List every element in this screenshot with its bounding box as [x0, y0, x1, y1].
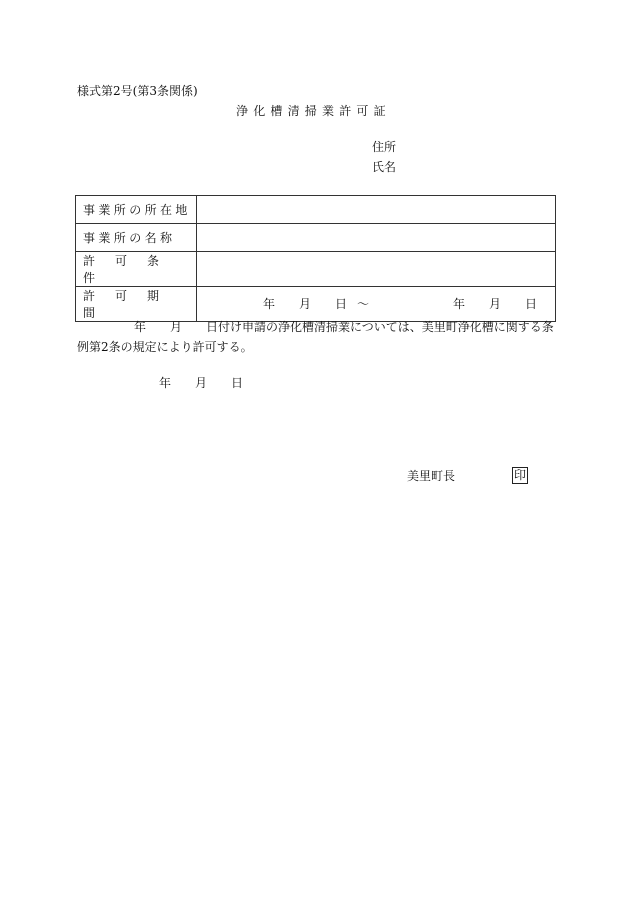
permit-conditions-label: 許可条件 [76, 252, 197, 287]
permit-period-label: 許可期間 [76, 287, 197, 322]
table-row [76, 196, 556, 224]
statement-line-2: 例第2条の規定により許可する。 [77, 340, 253, 354]
permit-period-value [197, 287, 556, 322]
permit-info-table [75, 195, 556, 322]
period-tilde: ～ [357, 296, 370, 311]
table-row [76, 224, 556, 252]
period-end-month: 月 [489, 296, 502, 311]
form-number: 様式第2号(第3条関係) [77, 84, 198, 98]
period-end-year: 年 [453, 296, 466, 311]
office-name-label: 事業所の名称 [76, 224, 197, 252]
name-label: 氏名 [372, 160, 397, 174]
office-location-value [197, 196, 556, 224]
period-start-year: 年 [263, 296, 276, 311]
table-row [76, 252, 556, 287]
table-row [76, 287, 556, 322]
address-label: 住所 [372, 140, 397, 154]
permit-conditions-value [197, 252, 556, 287]
office-name-value [197, 224, 556, 252]
period-start-day: 日 [335, 296, 348, 311]
period-start-month: 月 [299, 296, 312, 311]
mayor-title: 美里町長 [407, 469, 456, 483]
document-title: 浄化槽清掃業許可証 [236, 104, 391, 118]
statement-line-1: 年 月 日付け申請の浄化槽清掃業については、美里町浄化槽に関する条 [134, 320, 554, 334]
period-end-day: 日 [525, 296, 538, 311]
seal-mark: 印 [513, 468, 526, 482]
office-location-label: 事業所の所在地 [76, 196, 197, 224]
issue-date: 年 月 日 [159, 376, 244, 390]
